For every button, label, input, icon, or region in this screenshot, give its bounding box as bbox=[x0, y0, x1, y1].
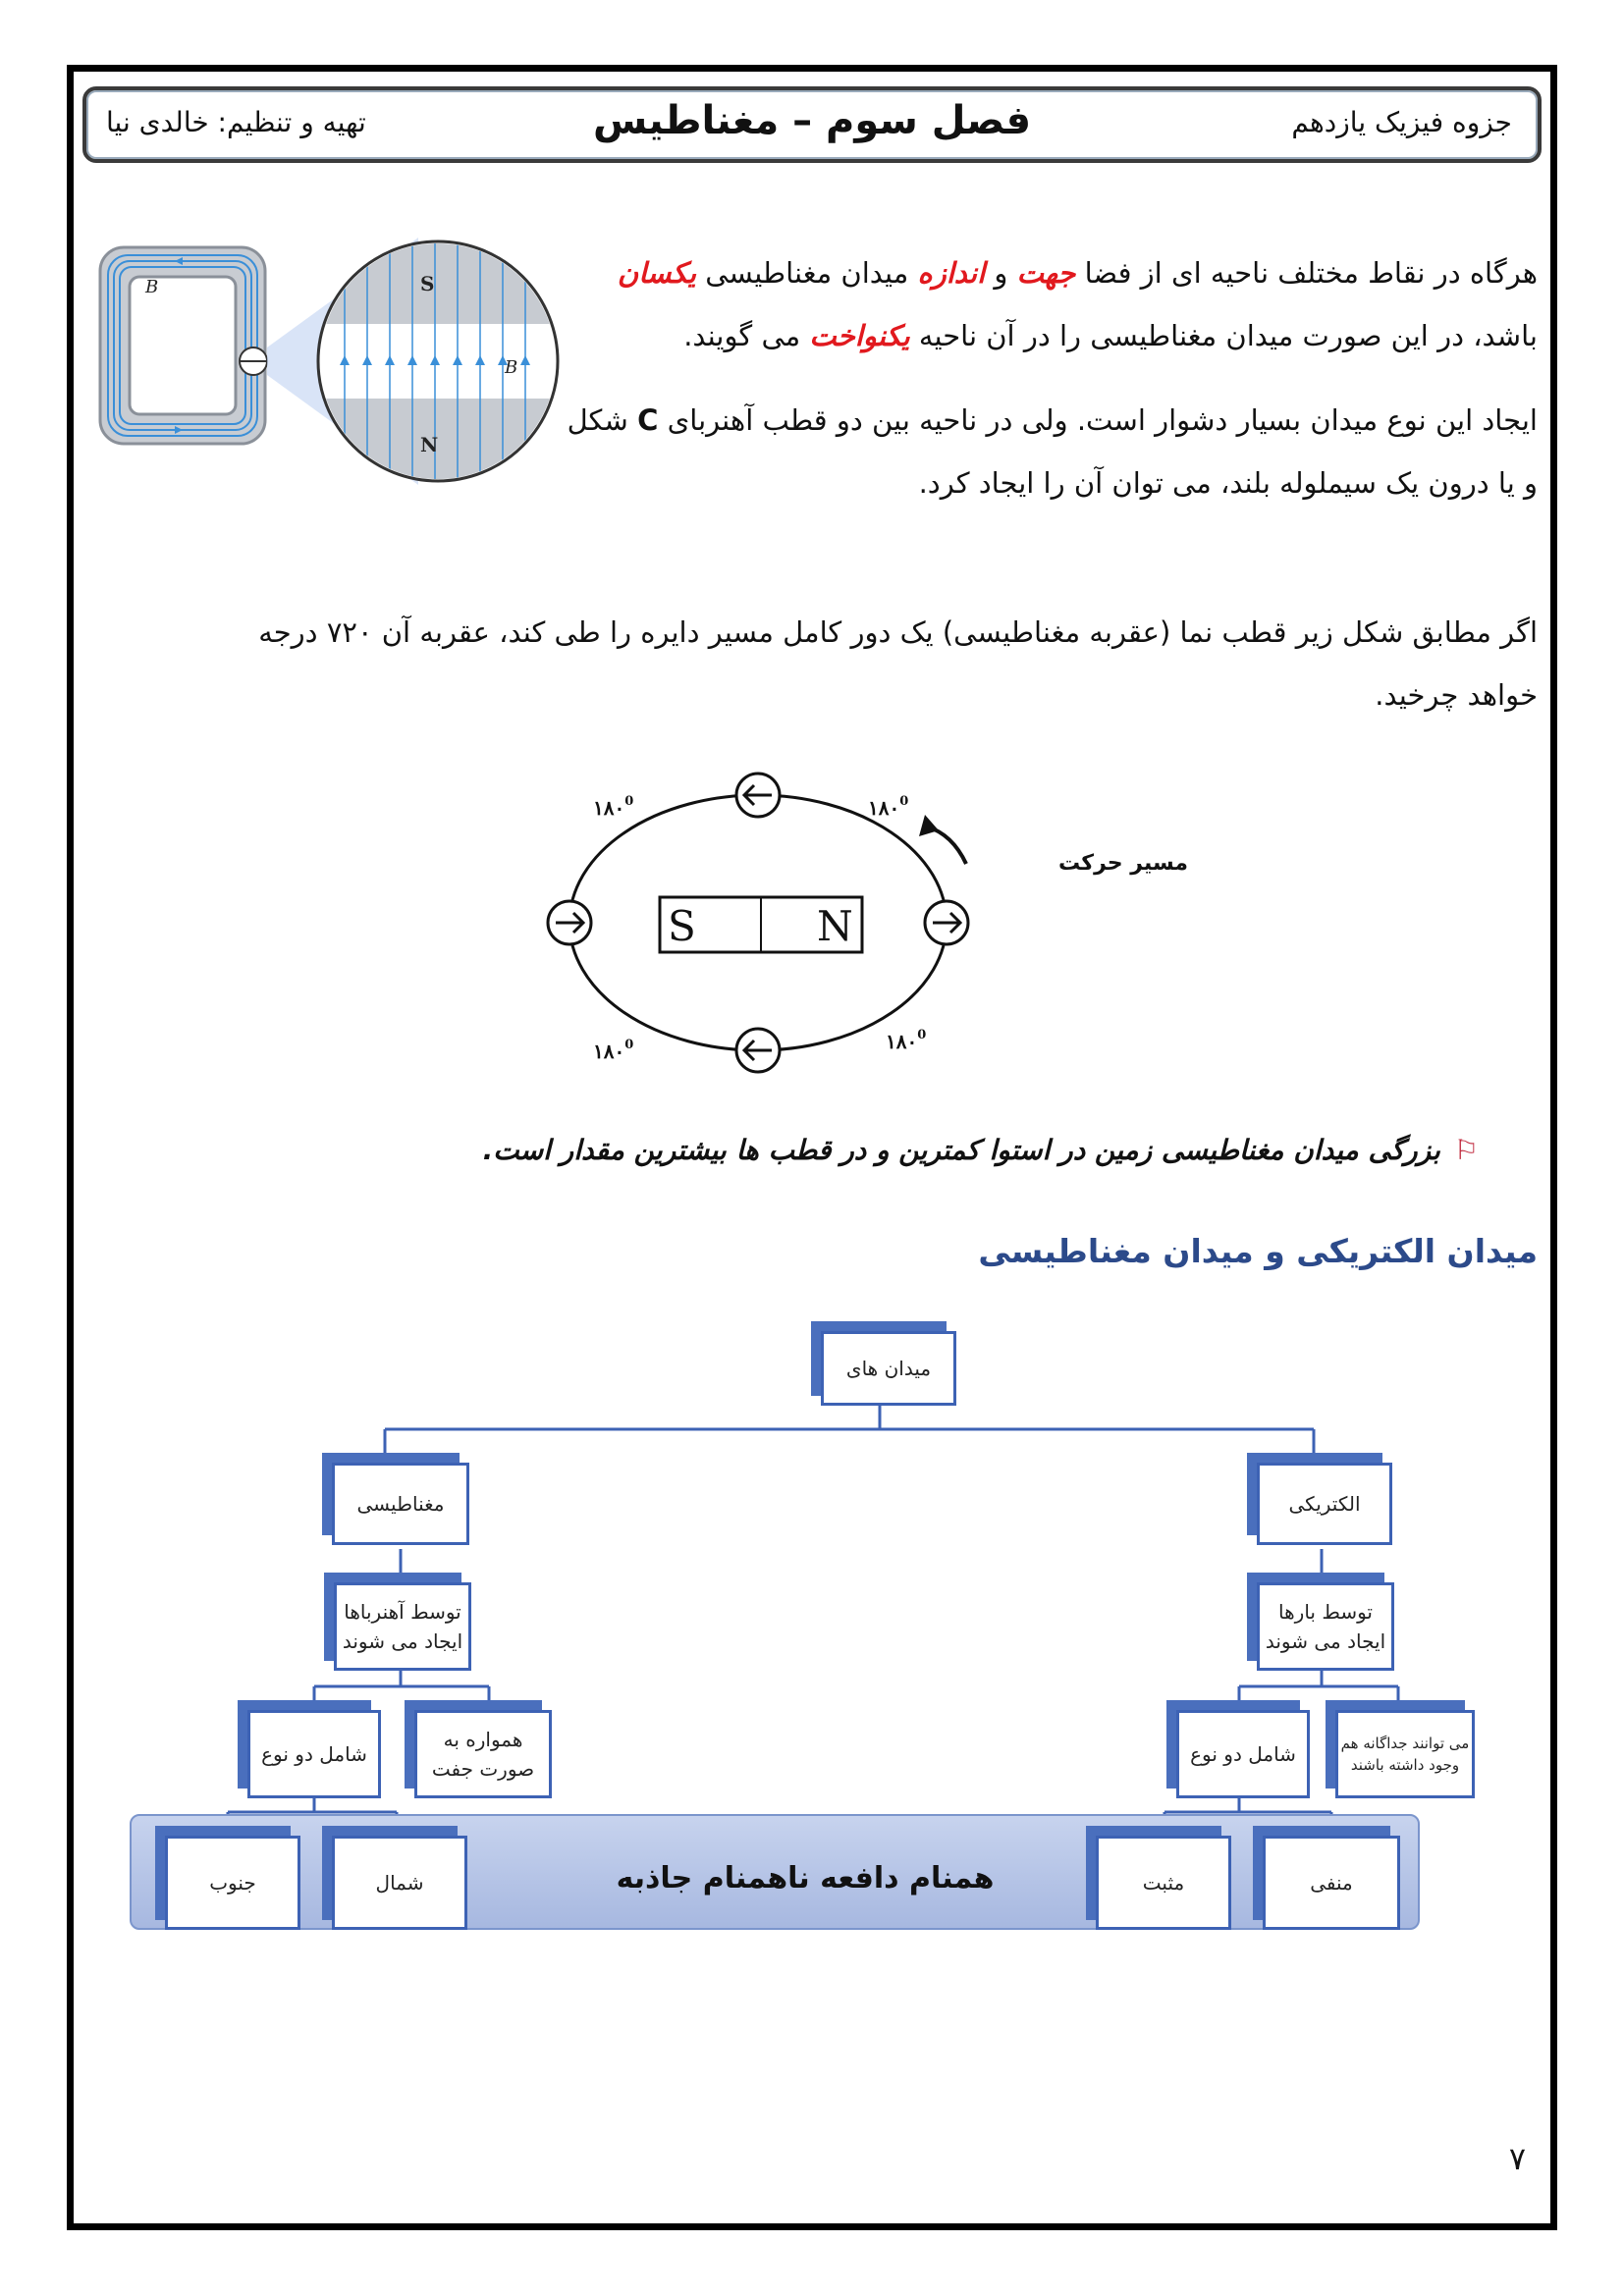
para1-text-5: می گویند. bbox=[683, 319, 810, 352]
node-magnetic-types: شامل دو نوع bbox=[247, 1710, 381, 1798]
note-text: بزرگی میدان مغناطیسی زمین در استوا کمترین و در قطب ها بیشترین مقدار است. bbox=[482, 1134, 1440, 1166]
para1-highlight-magnitude: اندازه bbox=[917, 256, 986, 290]
chapter-title: فصل سوم – مغناطیس bbox=[592, 98, 1032, 143]
node-magnetic-source: توسط آهنرباها ایجاد می شوند bbox=[334, 1582, 471, 1671]
node-electric: الکتریکی bbox=[1257, 1463, 1392, 1545]
angle-label-top-left: $۱۸۰^0$ bbox=[593, 794, 634, 820]
para1-text-3: میدان مغناطیسی bbox=[696, 256, 918, 290]
angle-label-top-right: $۱۸۰^0$ bbox=[868, 794, 909, 820]
booklet-title: جزوه فیزیک یازدهم bbox=[1291, 106, 1512, 138]
pole-label-n: N bbox=[420, 433, 439, 456]
node-electric-separate: می توانند جداگانه هم وجود داشته باشند bbox=[1335, 1710, 1475, 1798]
author-credit: تهیه و تنظیم: خالدی نیا bbox=[106, 106, 366, 138]
pole-label-s: S bbox=[420, 272, 435, 295]
node-fields-root: میدان های bbox=[821, 1331, 956, 1406]
node-magnetic-pair: همواره به صورت جفت bbox=[414, 1710, 552, 1798]
para1-highlight-direction: جهت bbox=[1016, 256, 1076, 290]
section-title: میدان الکتریکی و میدان مغناطیسی bbox=[978, 1232, 1538, 1270]
para1-text-4: باشد، در این صورت میدان مغناطیسی را در آن ناحیه bbox=[909, 319, 1538, 352]
node-north: شمال bbox=[332, 1836, 467, 1930]
para2-text-1: ایجاد این نوع میدان بسیار دشوار است. ولی در ناحیه بین دو قطب آهنربای bbox=[658, 403, 1538, 437]
magnet-pole-n: N bbox=[817, 902, 853, 950]
para1-text-1: هرگاه در نقاط مختلف ناحیه ای از فضا bbox=[1075, 256, 1538, 290]
motion-path-label: مسیر حرکت bbox=[1058, 851, 1188, 876]
node-south: جنوب bbox=[165, 1836, 300, 1930]
para1-highlight-uniform: یکنواخت bbox=[809, 319, 910, 352]
pole-rule-text: همنام دافعه ناهمنام جاذبه bbox=[616, 1861, 995, 1896]
flag-icon: ⚐ bbox=[1453, 1134, 1479, 1166]
page-number: ۷ bbox=[1508, 2140, 1526, 2177]
angle-label-bottom-left: $۱۸۰^0$ bbox=[593, 1038, 634, 1063]
node-negative: منفی bbox=[1263, 1836, 1400, 1930]
node-electric-source: توسط بارها ایجاد می شوند bbox=[1257, 1582, 1394, 1671]
node-magnetic: مغناطیسی bbox=[332, 1463, 469, 1545]
para1-text-2: و bbox=[985, 256, 1017, 290]
field-label-b: B bbox=[505, 357, 518, 378]
node-positive: مثبت bbox=[1096, 1836, 1231, 1930]
para2-c-letter: C bbox=[637, 403, 659, 437]
node-electric-types: شامل دو نوع bbox=[1176, 1710, 1310, 1798]
para2-text-2: شکل و یا درون یک سیملوله بلند، می توان آن را ایجاد کرد. bbox=[567, 403, 1538, 500]
para1-highlight-same: یکسان bbox=[617, 256, 697, 290]
compass-paragraph: اگر مطابق شکل زیر قطب نما (عقربه مغناطیسی) یک دور کامل مسیر دایره را طی کند، عقربه آن ۷۲۰ درجه خواهد چرخید. bbox=[258, 615, 1538, 712]
field-label-b-small: B bbox=[145, 277, 159, 297]
magnet-pole-s: S bbox=[668, 902, 696, 950]
angle-label-bottom-right: $۱۸۰^0$ bbox=[886, 1028, 927, 1053]
